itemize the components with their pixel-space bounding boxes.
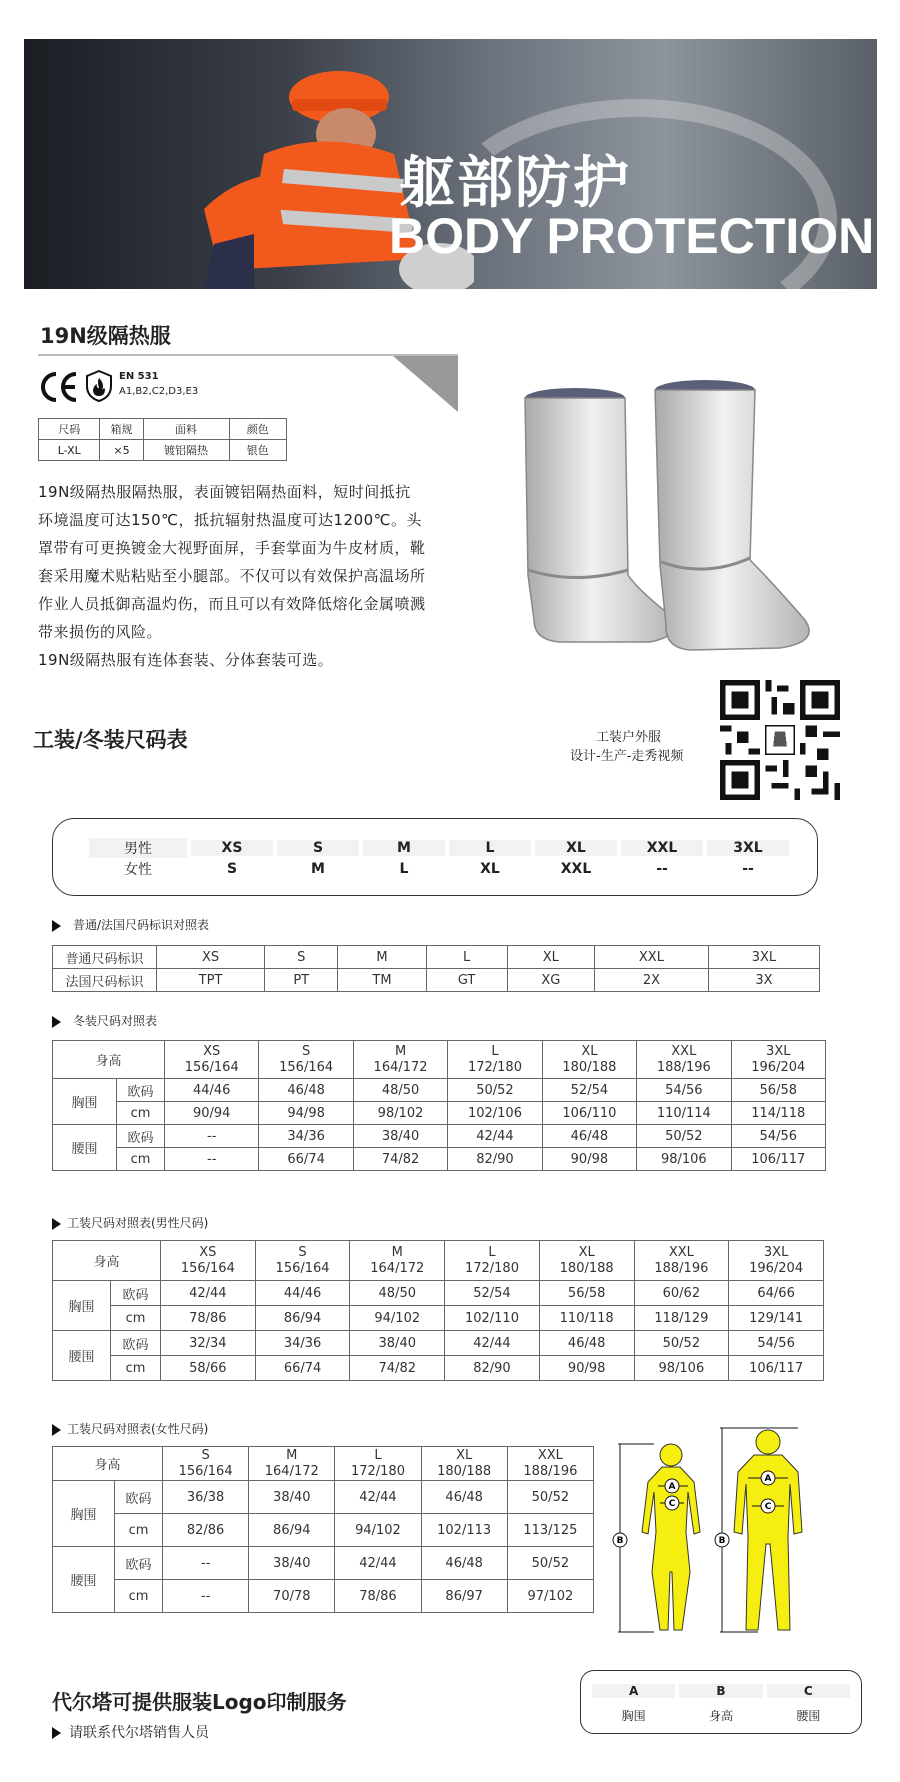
table-cell: XG [507,969,594,992]
table-cell: 102/113 [421,1514,507,1547]
table-row [53,969,820,992]
size-header [259,1041,353,1079]
size-code: L [374,1447,382,1463]
fr-size-table [52,945,820,992]
marker-a: A [764,1474,772,1484]
size-height: 188/196 [656,1059,711,1075]
table-cell: -- [163,1547,249,1580]
table-cell: 74/82 [350,1356,445,1381]
table-cell: 50/52 [634,1331,729,1356]
caption-text: 工装尺码对照表(女性尺码) [67,1422,209,1436]
size-cell: M [363,840,445,856]
table-row [53,1331,824,1356]
size-height: 188/196 [654,1260,709,1276]
qr-code-icon[interactable] [720,680,840,800]
table-cell: 60/62 [634,1281,729,1306]
qr-caption-line1: 工装户外服 [596,730,662,745]
table-cell: 78/86 [161,1306,256,1331]
size-header [507,1447,593,1481]
table-cell: 82/90 [445,1356,540,1381]
size-code: L [488,1244,496,1260]
table-cell: 94/102 [335,1514,421,1547]
table-cell: XXL [594,946,708,969]
size-height: 196/204 [751,1059,806,1075]
size-height: 180/188 [559,1260,614,1276]
size-cell: L [449,840,531,856]
size-height: 164/172 [370,1260,425,1276]
women-table-caption [52,1420,208,1437]
table-row [53,946,820,969]
table-cell: 32/34 [161,1331,256,1356]
size-code: XL [578,1244,595,1260]
table-cell: 113/125 [507,1514,593,1547]
gender-size-table [89,838,795,880]
size-height: 172/180 [467,1059,522,1075]
legend-label: 胸围 [621,1709,646,1723]
winter-table-caption [52,1012,157,1029]
size-cell: M [311,861,325,877]
table-cell: 82/86 [163,1514,249,1547]
table-cell: 44/46 [255,1281,350,1306]
table-cell: 50/52 [507,1547,593,1580]
unit-label: 欧码 [117,1125,165,1148]
height-label: 身高 [53,1041,165,1079]
table-cell: 38/40 [353,1125,447,1148]
legend-key: A [592,1684,675,1698]
table-cell: 98/102 [353,1102,447,1125]
table-cell: 34/36 [255,1331,350,1356]
table-cell: 38/40 [350,1331,445,1356]
table-cell: 66/74 [255,1356,350,1381]
table-cell: 44/46 [165,1079,259,1102]
caption-arrow-icon [52,1424,61,1436]
spec-value-size: L-XL [39,440,100,461]
table-cell: 70/78 [249,1580,335,1613]
size-height: 196/204 [749,1260,804,1276]
table-cell: 42/44 [448,1125,542,1148]
product-description [38,478,468,674]
men-size-table [52,1240,824,1381]
table-cell: 46/48 [542,1125,636,1148]
measure-label: 胸围 [53,1079,117,1125]
table-header-row [53,1447,594,1481]
table-cell: -- [163,1580,249,1613]
table-cell: 54/56 [637,1079,731,1102]
marker-b: B [718,1536,726,1546]
size-code: S [302,1043,311,1059]
table-cell: 54/56 [729,1331,824,1356]
size-cell: XL [480,861,500,877]
table-cell: 106/110 [542,1102,636,1125]
table-cell: 50/52 [448,1079,542,1102]
size-code: M [394,1043,407,1059]
table-cell: 129/141 [729,1306,824,1331]
table-row [53,1481,594,1514]
desc-line: 套采用魔术贴粘贴至小腿部。不仅可以有效保护高温场所 [38,567,426,585]
table-cell: 38/40 [249,1481,335,1514]
desc-line: 19N级隔热服隔热服，表面镀铝隔热面料，短时间抵抗 [38,483,411,501]
cert-standard: EN 531 [119,371,159,382]
table-cell: XL [507,946,594,969]
table-cell: 118/129 [634,1306,729,1331]
legend-key: C [767,1684,850,1698]
spec-table [38,418,287,461]
table-header-row [53,1041,826,1079]
table-cell: -- [165,1148,259,1171]
gender-row-male [89,838,795,858]
table-cell: 52/54 [542,1079,636,1102]
table-row [53,1306,824,1331]
spec-header-color: 颜色 [229,419,286,440]
size-cell: XS [191,840,273,856]
size-header [637,1041,731,1079]
flame-shield-icon [86,370,112,402]
size-height: 180/188 [562,1059,617,1075]
spec-value-fabric: 镀铝隔热 [143,440,229,461]
table-cell: 34/36 [259,1125,353,1148]
spec-header-size: 尺码 [39,419,100,440]
desc-line: 作业人员抵御高温灼伤，而且可以有效降低熔化金属喷溅 [38,595,426,613]
size-header [542,1041,636,1079]
note-arrow-icon [52,1727,61,1739]
table-row [53,1102,826,1125]
table-cell: 3XL [708,946,819,969]
table-cell: 42/44 [335,1481,421,1514]
size-header [421,1447,507,1481]
size-height: 156/164 [178,1463,233,1479]
desc-line: 带来损伤的风险。 [38,623,163,641]
unit-label: cm [111,1306,161,1331]
gender-label: 女性 [124,862,152,878]
size-height: 164/172 [264,1463,319,1479]
gender-row-female [89,858,795,880]
marker-c: C [668,1499,676,1509]
caption-text: 普通/法国尺码标识对照表 [73,918,210,932]
marker-c: C [764,1502,772,1512]
fr-table-caption [52,916,209,933]
size-header [729,1241,824,1281]
size-header [731,1041,825,1079]
size-header [448,1041,542,1079]
table-cell: 56/58 [539,1281,634,1306]
table-cell: 94/98 [259,1102,353,1125]
table-cell: 36/38 [163,1481,249,1514]
left-boot [525,388,675,642]
gender-label: 男性 [89,838,187,858]
table-cell: 48/50 [353,1079,447,1102]
table-row [53,1148,826,1171]
size-section-title: 工装/冬装尺码表 [33,728,188,752]
table-row [53,1079,826,1102]
row-label: 普通尺码标识 [53,946,157,969]
female-figure [642,1444,700,1630]
size-height: 172/180 [464,1260,519,1276]
table-cell: 50/52 [507,1481,593,1514]
unit-label: 欧码 [117,1079,165,1102]
measure-label: 腰围 [53,1331,111,1381]
table-cell: 90/94 [165,1102,259,1125]
table-row [53,1281,824,1306]
table-cell: 42/44 [335,1547,421,1580]
size-height: 156/164 [279,1059,334,1075]
caption-text: 工装尺码对照表(男性尺码) [67,1216,209,1230]
table-cell: 46/48 [421,1547,507,1580]
size-code: 3XL [766,1043,791,1059]
size-code: XS [199,1244,217,1260]
right-boot [655,380,809,650]
table-cell: TM [338,969,426,992]
size-header [165,1041,259,1079]
marker-a: A [668,1482,676,1492]
size-header [255,1241,350,1281]
unit-label: 欧码 [115,1547,163,1580]
size-height: 164/172 [373,1059,428,1075]
size-header [353,1041,447,1079]
table-cell: -- [165,1125,259,1148]
table-cell: 46/48 [539,1331,634,1356]
size-cell: -- [742,861,754,877]
logo-service-title: 代尔塔可提供服装Logo印制服务 [52,1690,347,1714]
women-size-table [52,1446,594,1613]
men-table-caption [52,1214,208,1231]
desc-line: 19N级隔热服有连体套装、分体套装可选。 [38,651,334,669]
table-cell: TPT [157,969,265,992]
legend-key: B [679,1684,762,1698]
male-figure [734,1430,802,1630]
table-cell: 3X [708,969,819,992]
spec-value-color: 银色 [229,440,286,461]
table-cell: XS [157,946,265,969]
unit-label: cm [115,1580,163,1613]
size-height: 156/164 [180,1260,235,1276]
table-row [53,1125,826,1148]
size-height: 188/196 [523,1463,578,1479]
table-cell: 98/106 [637,1148,731,1171]
cert-classes: A1,B2,C2,D3,E3 [119,386,199,397]
table-cell: 52/54 [445,1281,540,1306]
size-header [539,1241,634,1281]
size-height: 156/164 [184,1059,239,1075]
unit-label: 欧码 [115,1481,163,1514]
size-header [163,1447,249,1481]
unit-label: cm [117,1148,165,1171]
table-cell: 54/56 [731,1125,825,1148]
table-cell: 90/98 [539,1356,634,1381]
table-cell: 114/118 [731,1102,825,1125]
row-label: 法国尺码标识 [53,969,157,992]
measure-label: 胸围 [53,1481,115,1547]
size-cell: 3XL [707,840,789,856]
table-cell: 86/97 [421,1580,507,1613]
height-label: 身高 [53,1447,163,1481]
table-cell: 78/86 [335,1580,421,1613]
table-cell: 58/66 [161,1356,256,1381]
size-code: M [286,1447,298,1463]
caption-arrow-icon [52,1016,61,1028]
ce-mark-icon [38,370,80,404]
table-row [53,1356,824,1381]
size-code: XXL [671,1043,697,1059]
size-code: M [391,1244,403,1260]
table-cell: 110/114 [637,1102,731,1125]
table-cell: 90/98 [542,1148,636,1171]
size-code: S [298,1244,307,1260]
size-cell: -- [656,861,668,877]
table-row [53,1514,594,1547]
table-cell: 46/48 [421,1481,507,1514]
table-cell: 56/58 [731,1079,825,1102]
size-cell: L [399,861,409,877]
caption-text: 冬装尺码对照表 [73,1014,158,1028]
boot-covers-image [520,380,820,670]
table-cell: 106/117 [731,1148,825,1171]
measurement-legend [580,1670,862,1734]
table-cell: M [338,946,426,969]
spec-value-pack: ×5 [100,440,143,461]
marker-b: B [616,1536,624,1546]
table-cell: 102/106 [448,1102,542,1125]
table-cell: 38/40 [249,1547,335,1580]
note-text: 请联系代尔塔销售人员 [69,1725,209,1741]
size-code: XXL [668,1244,694,1260]
size-cell: XL [535,840,617,856]
banner [24,39,877,289]
table-cell: 2X [594,969,708,992]
unit-label: cm [111,1356,161,1381]
size-header [335,1447,421,1481]
table-row [53,1580,594,1613]
legend-labels [592,1707,850,1724]
size-height: 156/164 [275,1260,330,1276]
banner-title-en: BODY PROTECTION [389,208,875,264]
size-header [249,1447,335,1481]
spec-header-fabric: 面料 [143,419,229,440]
table-cell: 82/90 [448,1148,542,1171]
measure-label: 腰围 [53,1547,115,1613]
banner-title-cn: 躯部防护 [399,151,631,216]
unit-label: 欧码 [111,1281,161,1306]
caption-arrow-icon [52,920,61,932]
size-cell: S [226,861,238,877]
table-row [53,1547,594,1580]
size-code: XS [203,1043,221,1059]
table-cell: 50/52 [637,1125,731,1148]
product-title: 19N级隔热服 [40,324,171,348]
size-header [445,1241,540,1281]
size-code: L [491,1043,499,1059]
table-header-row [53,1241,824,1281]
height-label: 身高 [53,1241,161,1281]
table-cell: 46/48 [259,1079,353,1102]
table-cell: 110/118 [539,1306,634,1331]
size-cell: XXL [621,840,703,856]
size-code: XL [581,1043,598,1059]
table-cell: S [265,946,338,969]
table-cell: 42/44 [161,1281,256,1306]
logo-service-note [52,1722,209,1742]
legend-keys [592,1684,850,1698]
size-code: 3XL [763,1244,789,1260]
size-code: XL [456,1447,473,1463]
size-header [634,1241,729,1281]
caption-arrow-icon [52,1218,61,1230]
table-cell: 102/110 [445,1306,540,1331]
size-code: XXL [537,1447,563,1463]
title-rule [38,354,458,356]
table-cell: 97/102 [507,1580,593,1613]
table-cell: 86/94 [249,1514,335,1547]
table-cell: 42/44 [445,1331,540,1356]
size-cell: XXL [560,861,592,877]
size-height: 172/180 [350,1463,405,1479]
measure-label: 胸围 [53,1281,111,1331]
size-height: 180/188 [437,1463,492,1479]
table-cell: 98/106 [634,1356,729,1381]
winter-size-table [52,1040,826,1171]
size-code: S [201,1447,210,1463]
qr-caption-line2: 设计-生产-走秀视频 [570,749,684,764]
desc-line: 罩带有可更换镀金大视野面屏，手套掌面为牛皮材质，靴 [38,539,426,557]
corner-triangle [393,356,458,412]
table-cell: GT [426,969,507,992]
spec-header-pack: 箱规 [100,419,143,440]
table-cell: 94/102 [350,1306,445,1331]
measure-label: 腰围 [53,1125,117,1171]
size-header [161,1241,256,1281]
table-cell: 86/94 [255,1306,350,1331]
table-cell: 106/117 [729,1356,824,1381]
table-cell: 66/74 [259,1148,353,1171]
size-cell: S [277,840,359,856]
table-cell: L [426,946,507,969]
table-cell: PT [265,969,338,992]
unit-label: cm [117,1102,165,1125]
table-cell: 74/82 [353,1148,447,1171]
unit-label: cm [115,1514,163,1547]
unit-label: 欧码 [111,1331,161,1356]
body-measurement-figure [608,1422,818,1640]
legend-label: 身高 [708,1709,733,1723]
size-header [350,1241,445,1281]
desc-line: 环境温度可达150℃，抵抗辐射热温度可达1200℃。头 [38,511,422,529]
legend-label: 腰围 [796,1709,821,1723]
table-cell: 48/50 [350,1281,445,1306]
table-cell: 64/66 [729,1281,824,1306]
